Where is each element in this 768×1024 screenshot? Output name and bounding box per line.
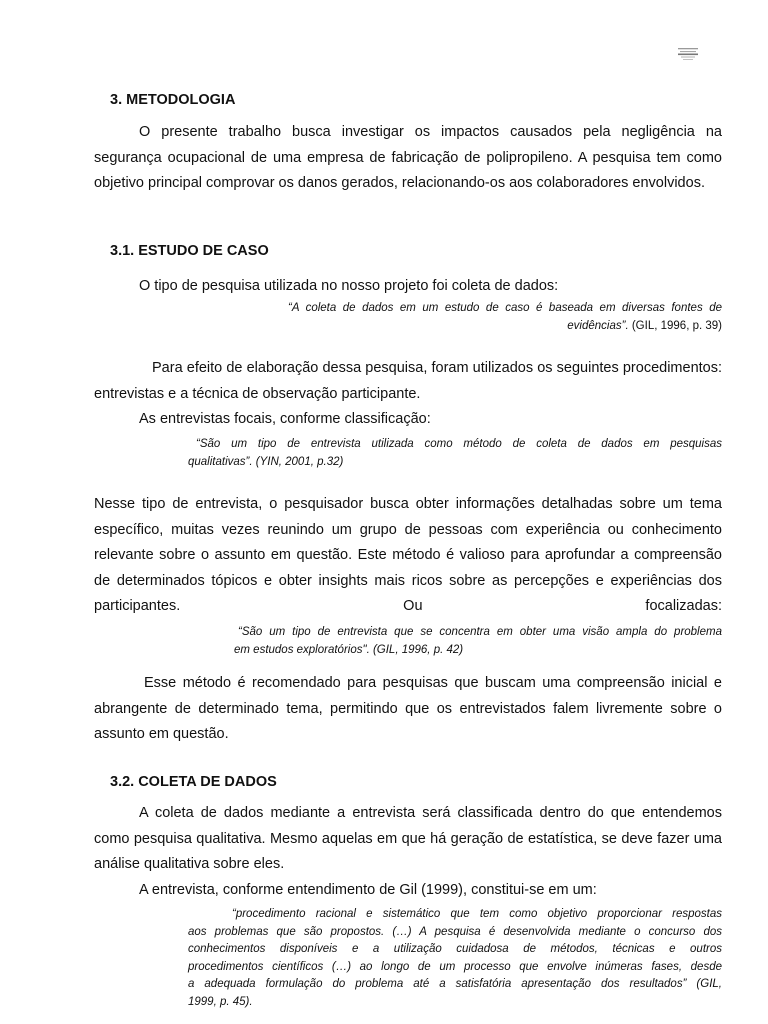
- quote-line: a adequada formulação do problema até a satisfatória apresentação dos resultados” (GIL,: [188, 978, 722, 990]
- quote-line: “A coleta de dados em um estudo de caso é baseada em diversas fontes de: [288, 302, 722, 314]
- quote-line: evidências”.: [567, 319, 629, 332]
- block-quote-gil-1996-p42: [234, 624, 722, 659]
- section-heading-coleta-de-dados: 3.2. COLETA DE DADOS: [110, 774, 277, 790]
- section-heading-metodologia: 3. METODOLOGIA: [110, 92, 236, 108]
- paragraph-coleta-dados: A coleta de dados mediante a entrevista será classificada dentro do que entendemos como pesquisa qualitativa. Mesmo aquelas em que há geração de estatística, se deve fazer uma análise qualitativa sobre eles.: [94, 805, 722, 872]
- quote-line: 1999, p. 45).: [188, 995, 253, 1008]
- block-quote-yin-2001: [188, 436, 722, 471]
- paragraph-tipo-entrevista: Nesse tipo de entrevista, o pesquisador busca obter informações detalhadas sobre um tema específico, muitas vezes reunindo um grupo de pessoas com experiência ou conhecimento relevante sobre o assunto em questão. Este método é valioso para aprofundar a compreensão de determinados tópicos e obter insights mais ricos sobre as percepções e experiências dos participantes. Ou focalizadas:: [94, 496, 722, 614]
- paragraph-intro: O presente trabalho busca investigar os impactos causados pela negligência na segurança ocupacional de uma empresa de fabricação de polipropileno. A pesquisa tem como objetivo principal comprovar os danos gerados, relacionando-os aos colaboradores envolvidos.: [94, 124, 722, 191]
- text-line-tipo-pesquisa: O tipo de pesquisa utilizada no nosso projeto foi coleta de dados:: [139, 278, 559, 294]
- text-line-entrevistas-focais: As entrevistas focais, conforme classificação:: [139, 411, 431, 427]
- quote-line: procedimentos científicos (…) ao longo de um processo que envolve inúmeras fases, desde: [188, 960, 722, 973]
- quote-line: em estudos exploratórios". (: [234, 643, 377, 656]
- paragraph-metodo-recomendado: Esse método é recomendado para pesquisas que buscam uma compreensão inicial e abrangente de determinado tema, permitindo que os entrevistados falem livremente sobre o assunto em questão.: [94, 675, 722, 742]
- block-quote-gil-1996-p39: [288, 300, 722, 335]
- quote-line: conhecimentos disponíveis e a utilização cuidadosa de métodos, técnicas e outros: [188, 943, 722, 955]
- quote-citation: (GIL, 1996, p. 39): [628, 319, 722, 332]
- paragraph-elaboracao: Para efeito de elaboração dessa pesquisa, foram utilizados os seguintes procedimentos: entrevistas e a técnica de observação participante.: [94, 360, 722, 402]
- block-quote-gil-1999: [188, 906, 722, 1011]
- quote-line: aos problemas que são propostos. (…) A pesquisa é desenvolvida mediante o concurso dos: [188, 925, 722, 938]
- quote-line: “procedimento racional e sistemático que tem como objetivo proporcionar respostas: [232, 908, 722, 920]
- institution-logo: [677, 47, 699, 61]
- quote-line: qualitativas”. (YIN, 2001, p.32): [188, 455, 344, 468]
- text-line-entrevista-gil: A entrevista, conforme entendimento de Gil (1999), constitui-se em um:: [139, 882, 597, 898]
- quote-line: “São um tipo de entrevista que se concentra em obter uma visão ampla do problema: [238, 626, 722, 638]
- quote-line: “São um tipo de entrevista utilizada como método de coleta de dados em pesquisas: [196, 438, 722, 450]
- quote-citation: GIL, 1996, p. 42): [376, 643, 464, 656]
- section-heading-estudo-de-caso: 3.1. ESTUDO DE CASO: [110, 243, 269, 259]
